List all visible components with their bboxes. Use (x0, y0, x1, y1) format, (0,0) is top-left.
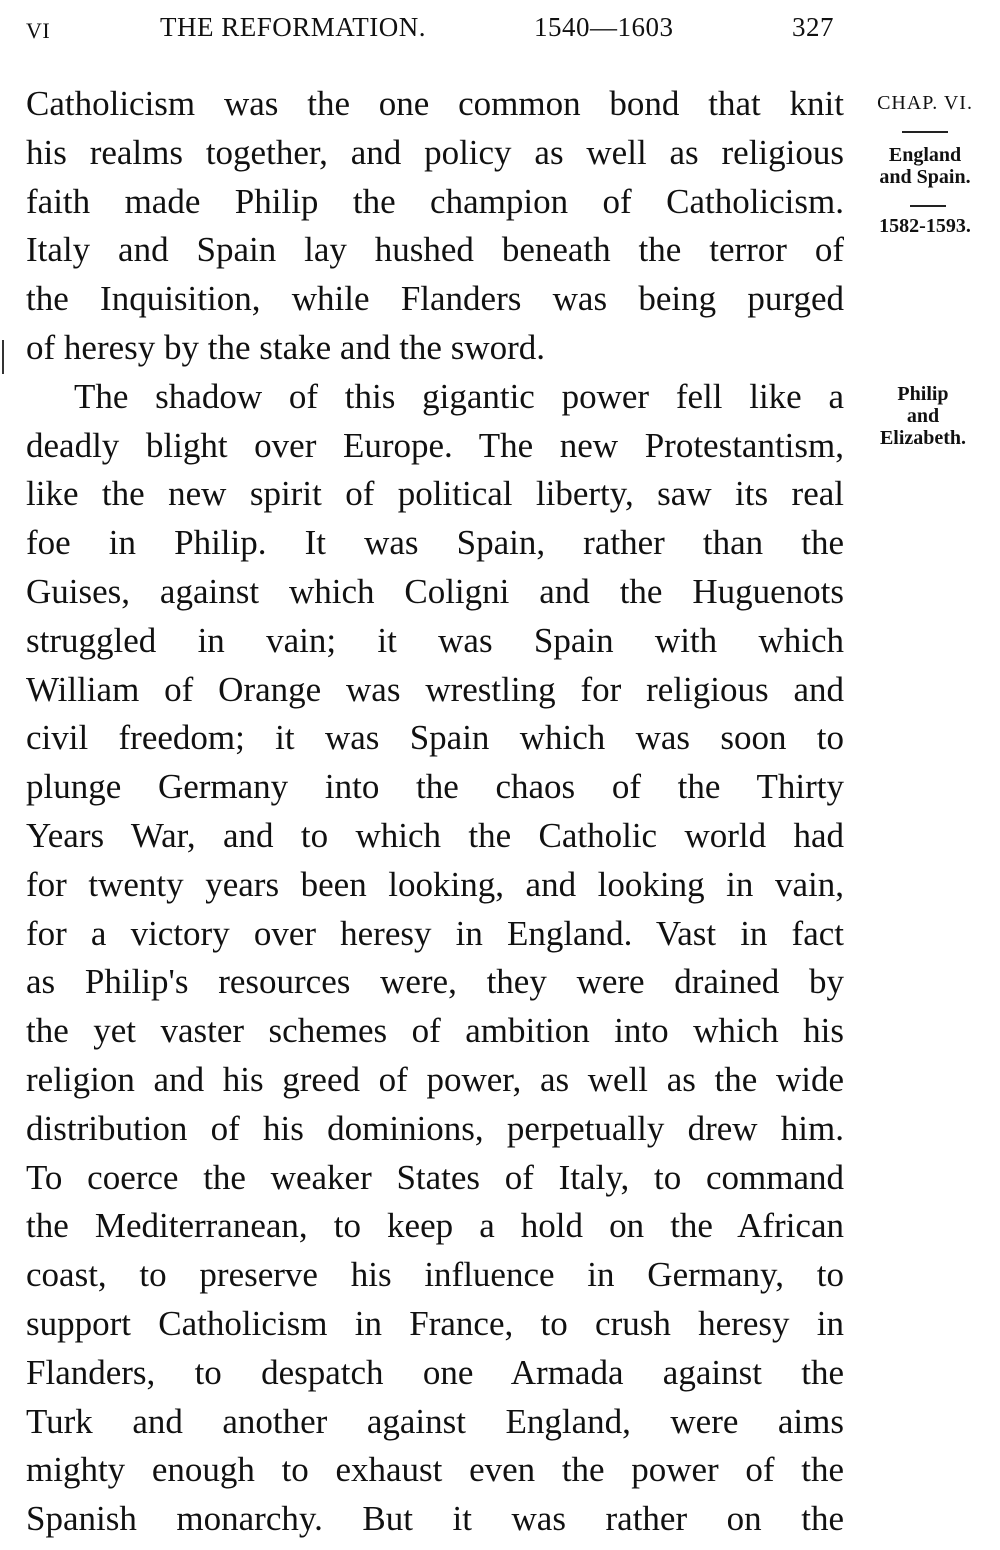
text-line: support Catholicism in France, to crush heresy in (26, 1303, 844, 1343)
text-line: his realms together, and policy as well as religious (26, 132, 844, 172)
text-line: civil freedom; it was Spain which was soon to (26, 718, 844, 758)
body-text (26, 80, 844, 1544)
running-head-chapter: VI (26, 18, 51, 43)
text-line: coast, to preserve his influence in Germany, to (26, 1255, 844, 1295)
running-head (26, 12, 846, 48)
text-line: Guises, against which Coligni and the Huguenots (26, 571, 844, 611)
scan-mark-line (2, 340, 4, 374)
margin-rule (902, 131, 948, 133)
margin-topic-england-spain (856, 144, 994, 188)
margin-date: 1582-1593. (879, 215, 971, 237)
page-number: 327 (792, 12, 834, 42)
margin-topic-line: and Spain. (879, 166, 971, 188)
margin-topic-line: England (888, 144, 962, 166)
text-line: for twenty years been looking, and looking in vain, (26, 864, 844, 904)
text-line: William of Orange was wrestling for religious and (26, 669, 844, 709)
text-line: the yet vaster schemes of ambition into which his (26, 1011, 844, 1051)
running-head-title: THE REFORMATION. (160, 12, 427, 42)
text-line: like the new spirit of political liberty, saw its real (26, 474, 844, 514)
text-line: struggled in vain; it was Spain with which (26, 620, 844, 660)
text-line: To coerce the weaker States of Italy, to command (26, 1157, 844, 1197)
text-line: foe in Philip. It was Spain, rather than the (26, 523, 844, 563)
text-line: of heresy by the stake and the sword. (26, 327, 546, 367)
margin-topic-line: and (906, 405, 940, 427)
text-line: the Inquisition, while Flanders was being purged (26, 279, 844, 319)
text-line: the Mediterranean, to keep a hold on the African (26, 1206, 844, 1246)
text-line: Catholicism was the one common bond that knit (26, 84, 844, 123)
text-line: Italy and Spain lay hushed beneath the terror of (26, 230, 844, 270)
text-line: Spanish monarchy. But it was rather on the (26, 1499, 844, 1539)
text-line: Flanders, to despatch one Armada against the (26, 1352, 844, 1392)
margin-topic-line: Philip (897, 383, 949, 405)
text-line: plunge Germany into the chaos of the Thirty (26, 767, 844, 807)
text-line: deadly blight over Europe. The new Protestantism, (26, 425, 844, 465)
margin-topic-philip-elizabeth (858, 383, 988, 449)
text-line: as Philip's resources were, they were drained by (26, 962, 844, 1002)
text-line: faith made Philip the champion of Catholicism. (26, 181, 844, 221)
margin-topic-line: Elizabeth. (879, 427, 967, 449)
margin-rule (910, 205, 946, 207)
text-line: Years War, and to which the Catholic world had (26, 815, 844, 855)
text-line: religion and his greed of power, as well as the wide (26, 1059, 844, 1099)
text-line: mighty enough to exhaust even the power of the (26, 1450, 844, 1490)
text-line: Turk and another against England, were aims (26, 1401, 844, 1441)
text-line: The shadow of this gigantic power fell like a (74, 376, 844, 416)
text-line: distribution of his dominions, perpetually drew him. (26, 1108, 844, 1148)
margin-chapter-label: CHAP. VI. (877, 92, 973, 114)
text-line: for a victory over heresy in England. Vast in fact (26, 913, 844, 953)
running-head-years: 1540—1603 (534, 12, 674, 42)
